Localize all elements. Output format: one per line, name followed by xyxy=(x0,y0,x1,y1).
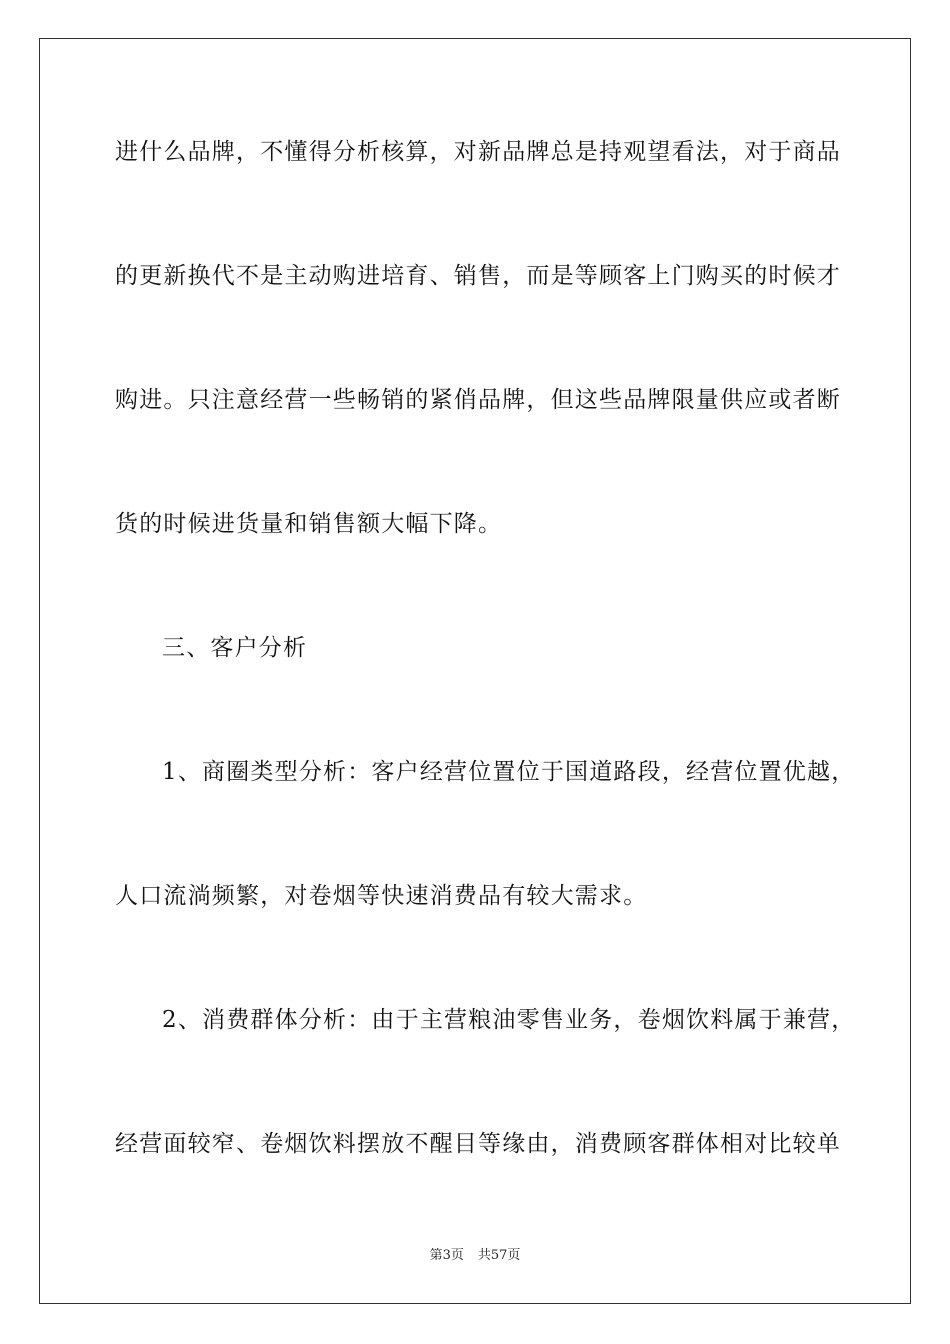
body-text-line: 的更新换代不是主动购进培育、销售，而是等顾客上门购买的时候才 xyxy=(115,263,841,289)
body-text-line: 进什么品牌，不懂得分析核算，对新品牌总是持观望看法，对于商品 xyxy=(115,139,841,165)
section-heading: 三、客户分析 xyxy=(162,635,308,661)
page-border xyxy=(39,38,911,1304)
total-pages: 共57页 xyxy=(477,1248,521,1263)
body-text-line: 1、商圈类型分析：客户经营位置位于国道路段，经营位置优越， xyxy=(162,759,856,785)
body-text-line: 人口流淌频繁，对卷烟等快速消费品有较大需求。 xyxy=(115,883,648,909)
body-text-line: 货的时候进货量和销售额大幅下降。 xyxy=(115,511,503,537)
page-number: 第3页 xyxy=(429,1248,464,1263)
body-text-line: 经营面较窄、卷烟饮料摆放不醒目等缘由，消费顾客群体相对比较单 xyxy=(115,1131,841,1157)
body-text-line: 2、消费群体分析：由于主营粮油零售业务，卷烟饮料属于兼营， xyxy=(162,1007,856,1033)
page-footer xyxy=(0,1247,950,1265)
body-text-line: 购进。只注意经营一些畅销的紧俏品牌，但这些品牌限量供应或者断 xyxy=(115,387,841,413)
